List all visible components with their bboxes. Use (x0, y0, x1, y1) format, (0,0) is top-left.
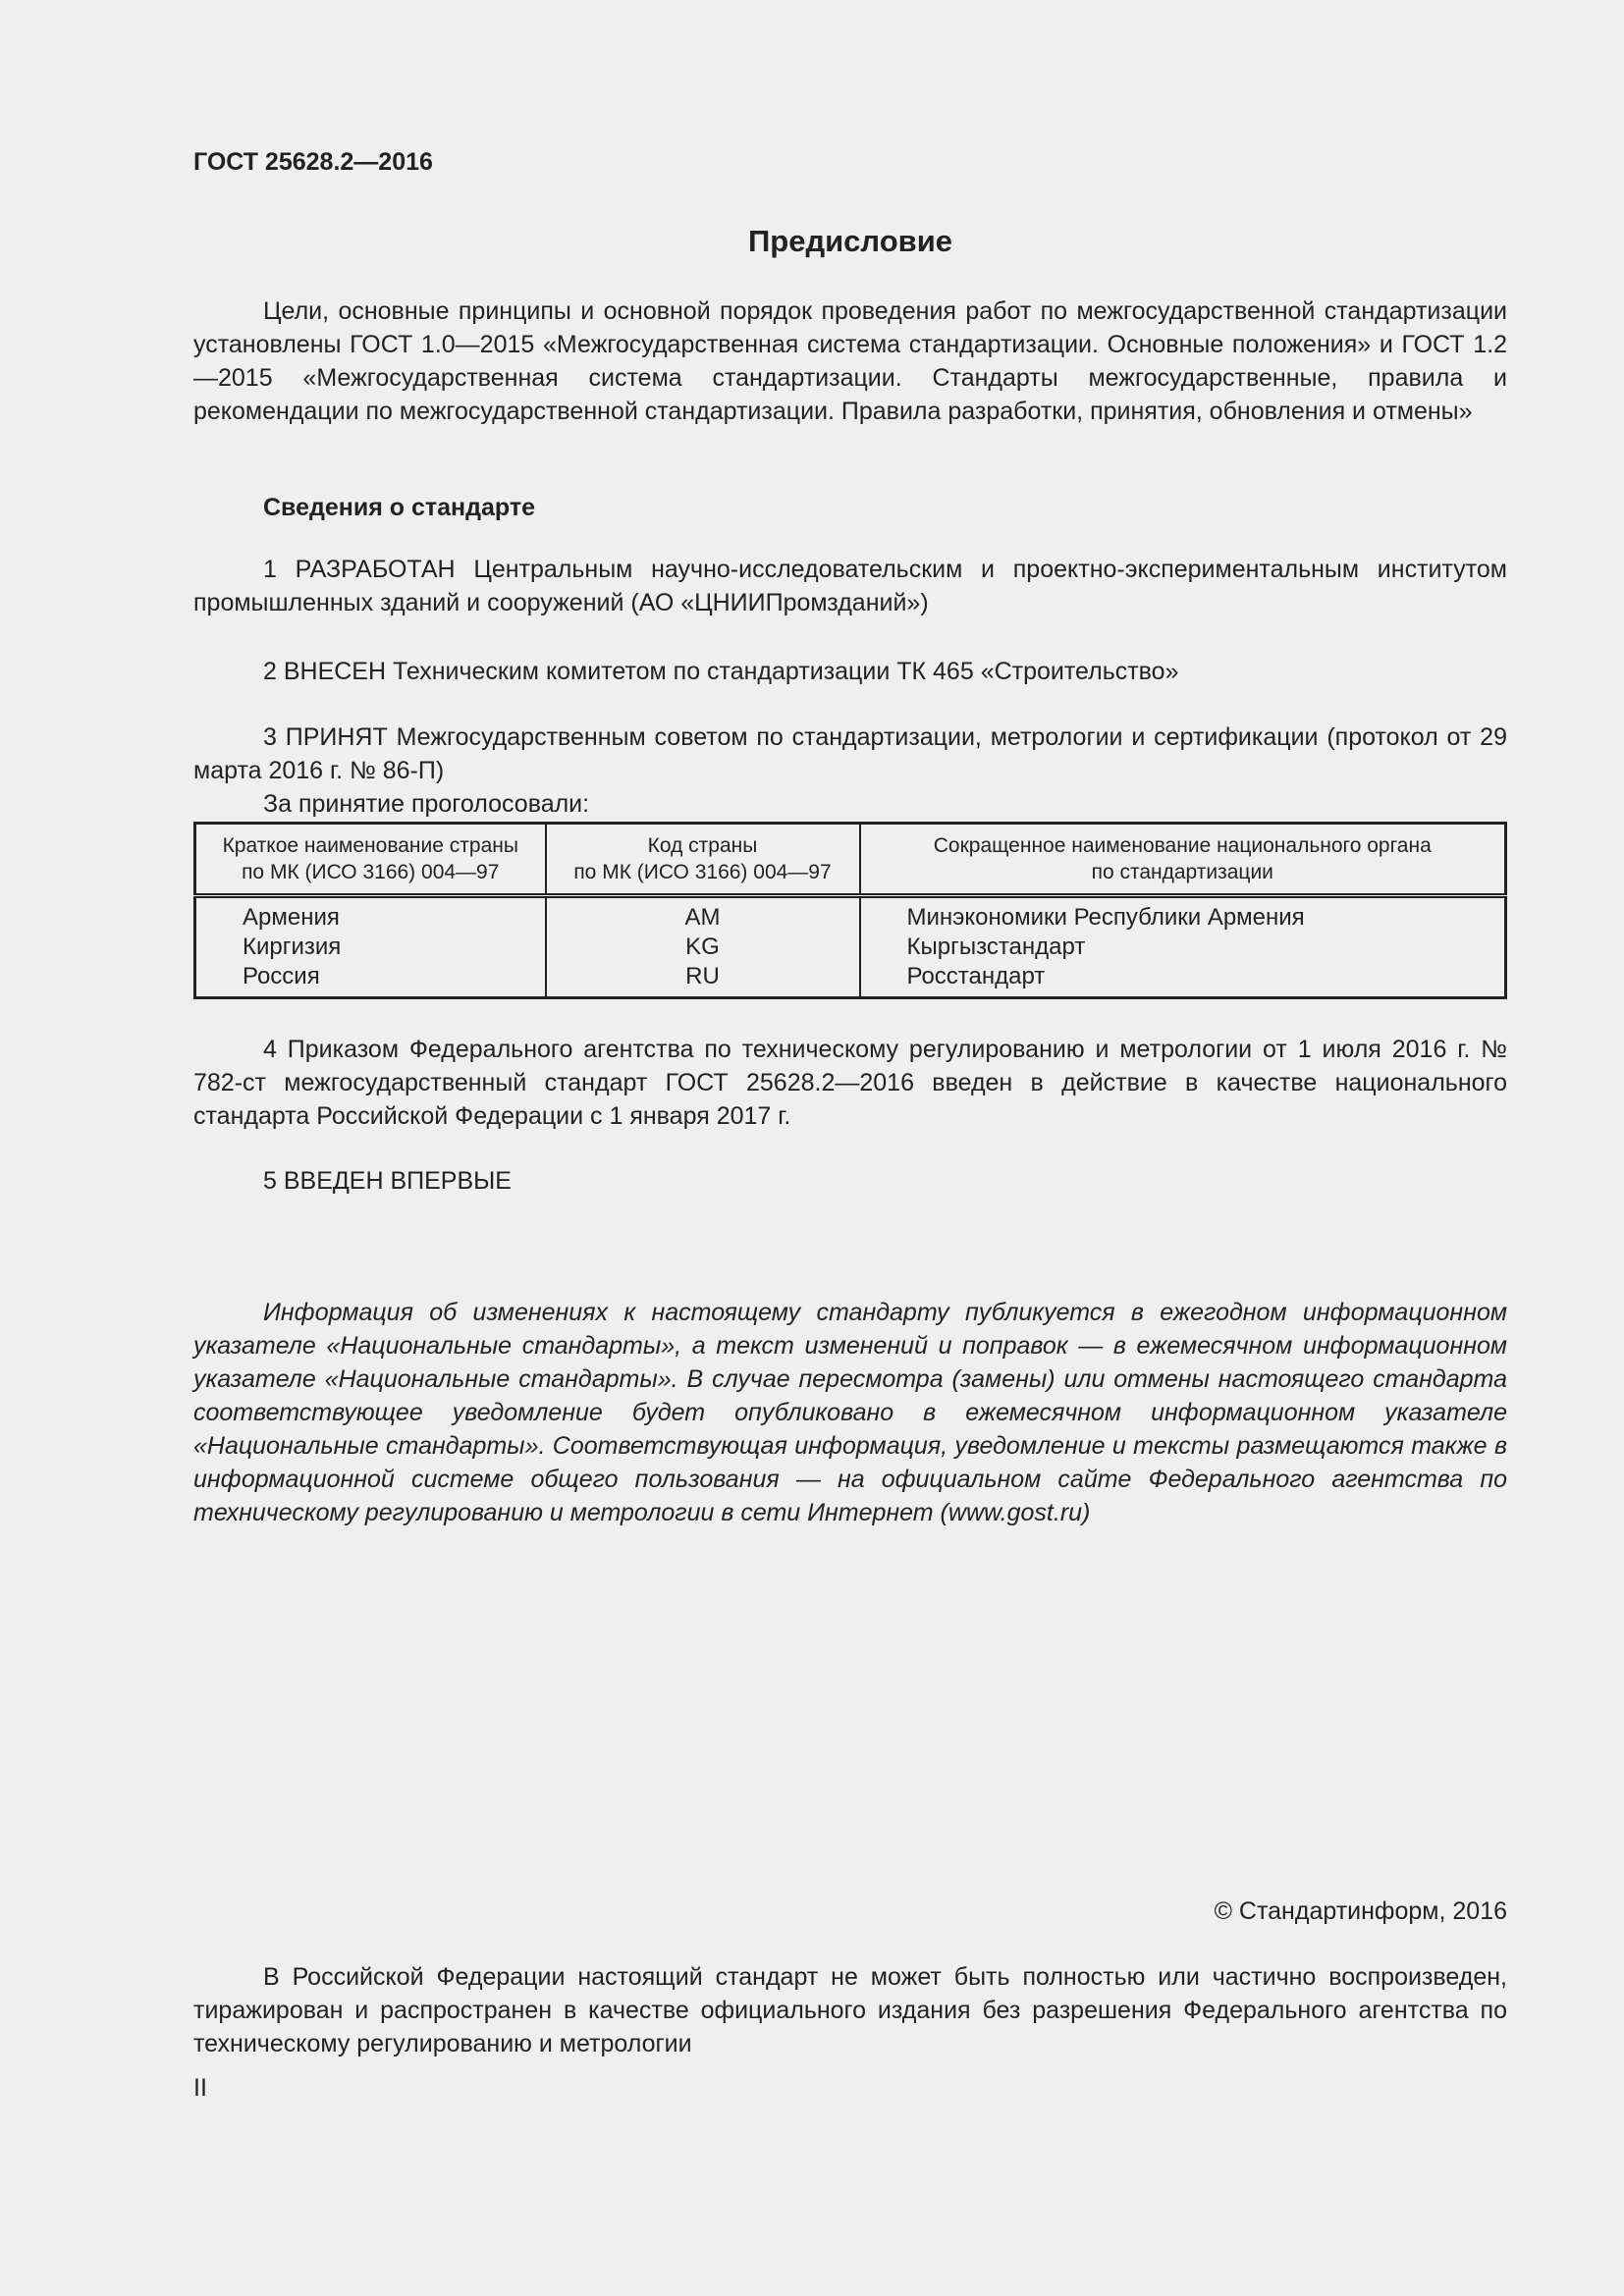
org-column (860, 896, 1506, 998)
header-text: по МК (ИСО 3166) 004—97 (242, 861, 500, 883)
column-header-country (195, 824, 546, 896)
vote-label: За принятие проголосовали: (263, 790, 590, 818)
rights-notice: В Российской Федерации настоящий стандарт не может быть полностью или частично воспроизведен, тиражирован и распространен в качестве официального издания без разрешения Федерального агентства по техническому регулированию и метрологии (193, 1963, 1507, 2057)
changes-info-notice: Информация об изменениях к настоящему стандарту публикуется в ежегодном информационном указателе «Национальные стандарты», а текст изменений и поправок — в ежемесячном информационном указателе «Национальные стандарты». В случае пересмотра (замены) или отмены настоящего стандарта соответствующее уведомление будет опубликовано в ежемесячном информационном указателе «Национальные стандарты». Соответствующая информация, уведомление и тексты размещаются также в информационной системе общего пользования — на официальном сайте Федерального агентства по техническому регулированию и метрологии в сети Интернет (www.gost.ru) (193, 1299, 1507, 1526)
org-name: Кыргызстандарт (906, 934, 1086, 960)
header-text: Краткое наименование страны (222, 834, 518, 857)
column-header-code (546, 824, 860, 896)
document-code: ГОСТ 25628.2—2016 (193, 148, 433, 176)
info-item-5: 5 ВВЕДЕН ВПЕРВЫЕ (263, 1167, 512, 1195)
country-name: Россия (243, 963, 320, 989)
country-code: KG (685, 934, 720, 960)
page-title: Предисловие (747, 224, 952, 258)
info-item-3: 3 ПРИНЯТ Межгосударственным советом по стандартизации, метрологии и сертификации (протокол от 29 марта 2016 г. № 86-П) (193, 723, 1507, 784)
header-text: по МК (ИСО 3166) 004—97 (573, 861, 832, 883)
country-name: Киргизия (243, 934, 342, 960)
info-item-4: 4 Приказом Федерального агентства по техническому регулированию и метрологии от 1 июля 2016 г. № 782-ст межгосударственный стандарт ГОСТ 25628.2—2016 введен в действие в качестве национального стандарта Российской Федерации с 1 января 2017 г. (193, 1036, 1507, 1130)
intro-paragraph: Цели, основные принципы и основной порядок проведения работ по межгосударственной стандартизации установлены ГОСТ 1.0—2015 «Межгосударственная система стандартизации. Основные положения» и ГОСТ 1.2—2015 «Межгосударственная система стандартизации. Стандарты межгосударственные, правила и рекомендации по межгосударственной стандартизации. Правила разработки, принятия, обновления и отмены» (193, 297, 1507, 425)
info-item-2: 2 ВНЕСЕН Техническим комитетом по стандартизации ТК 465 «Строительство» (263, 658, 1179, 685)
org-name: Минэкономики Республики Армения (906, 904, 1305, 931)
country-code: AM (684, 904, 721, 931)
column-header-org (860, 824, 1506, 896)
header-text: по стандартизации (1091, 861, 1273, 883)
voting-table (193, 822, 1507, 999)
code-column (546, 896, 860, 998)
info-item-1: 1 РАЗРАБОТАН Центральным научно-исследовательским и проектно-экспериментальным институтом промышленных зданий и сооружений (АО «ЦНИИПромзданий») (193, 556, 1507, 616)
header-text: Сокращенное наименование национального органа (933, 834, 1432, 857)
copyright-line: © Стандартинформ, 2016 (1214, 1897, 1507, 1925)
country-column (195, 896, 546, 998)
table-body-row (195, 896, 1506, 998)
header-text: Код страны (647, 834, 758, 857)
page-number: II (193, 2074, 207, 2102)
section-heading: Сведения о стандарте (263, 494, 536, 521)
org-name: Росстандарт (906, 963, 1046, 989)
country-name: Армения (243, 904, 340, 931)
country-code: RU (685, 963, 720, 989)
table-header-row (195, 824, 1506, 896)
